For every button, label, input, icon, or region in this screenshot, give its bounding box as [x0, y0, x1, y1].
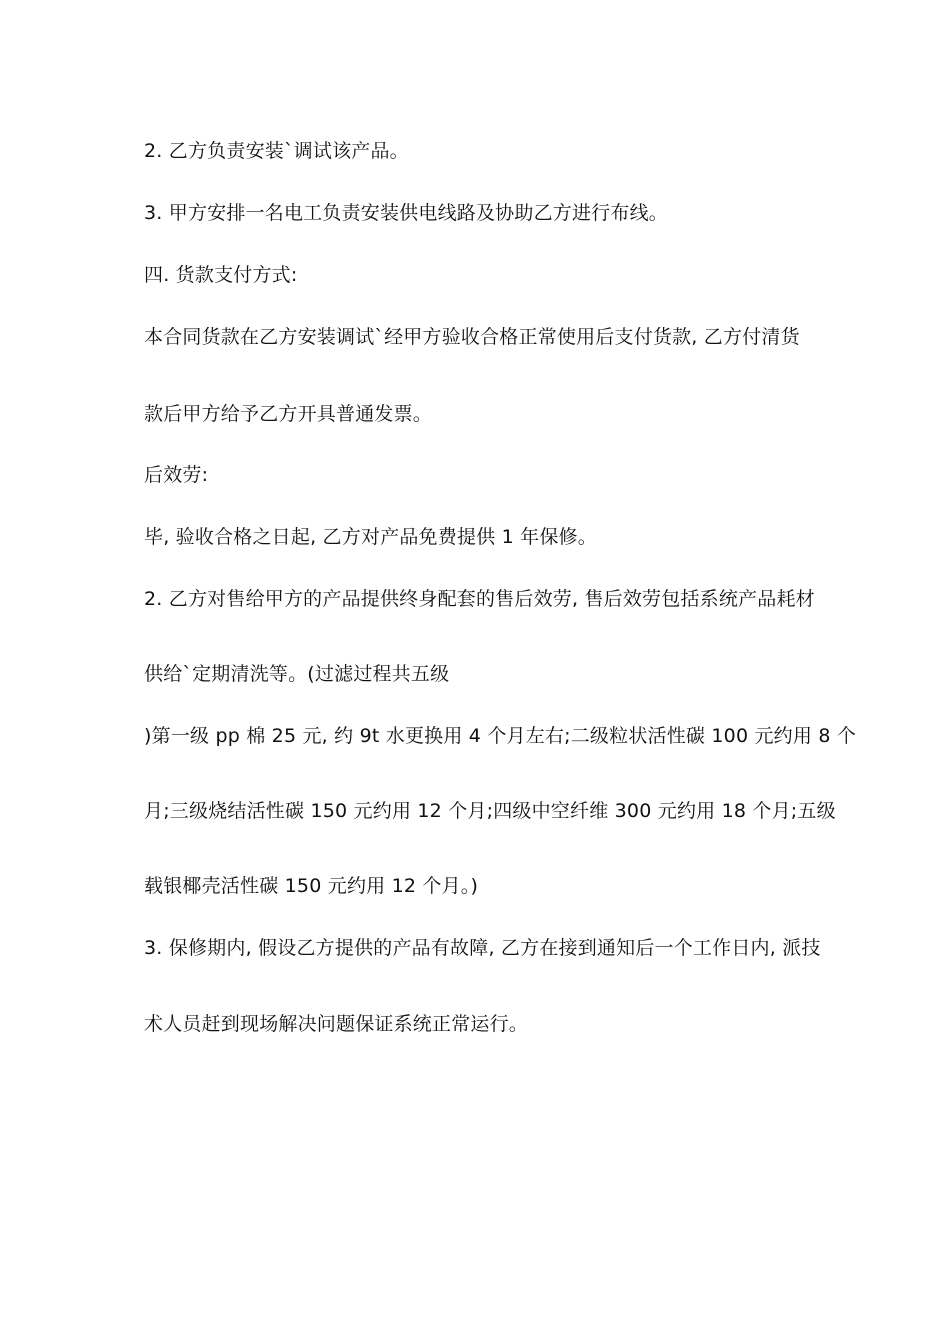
text-line: 3. 甲方安排一名电工负责安装供电线路及协助乙方进行布线。 [144, 202, 668, 224]
text-line: 本合同货款在乙方安装调试`经甲方验收合格正常使用后支付货款, 乙方付清货 [144, 326, 800, 348]
text-line: )第一级 pp 棉 25 元, 约 9t 水更换用 4 个月左右;二级粒状活性碳 100 元约用 8 个 [144, 725, 857, 747]
section-heading: 四. 货款支付方式: [144, 264, 298, 286]
text-line: 供给`定期清洗等。(过滤过程共五级 [144, 663, 450, 685]
text-line: 2. 乙方对售给甲方的产品提供终身配套的售后效劳, 售后效劳包括系统产品耗材 [144, 588, 815, 610]
text-line: 毕, 验收合格之日起, 乙方对产品免费提供 1 年保修。 [144, 526, 597, 548]
section-heading: 后效劳: [144, 464, 209, 486]
text-line: 3. 保修期内, 假设乙方提供的产品有故障, 乙方在接到通知后一个工作日内, 派技 [144, 937, 821, 959]
text-line: 2. 乙方负责安装`调试该产品。 [144, 140, 409, 162]
text-line: 月;三级烧结活性碳 150 元约用 12 个月;四级中空纤维 300 元约用 18 个月;五级 [144, 800, 836, 822]
text-line: 载银椰壳活性碳 150 元约用 12 个月。) [144, 875, 479, 897]
text-line: 款后甲方给予乙方开具普通发票。 [144, 403, 433, 425]
text-line: 术人员赶到现场解决问题保证系统正常运行。 [144, 1013, 529, 1035]
